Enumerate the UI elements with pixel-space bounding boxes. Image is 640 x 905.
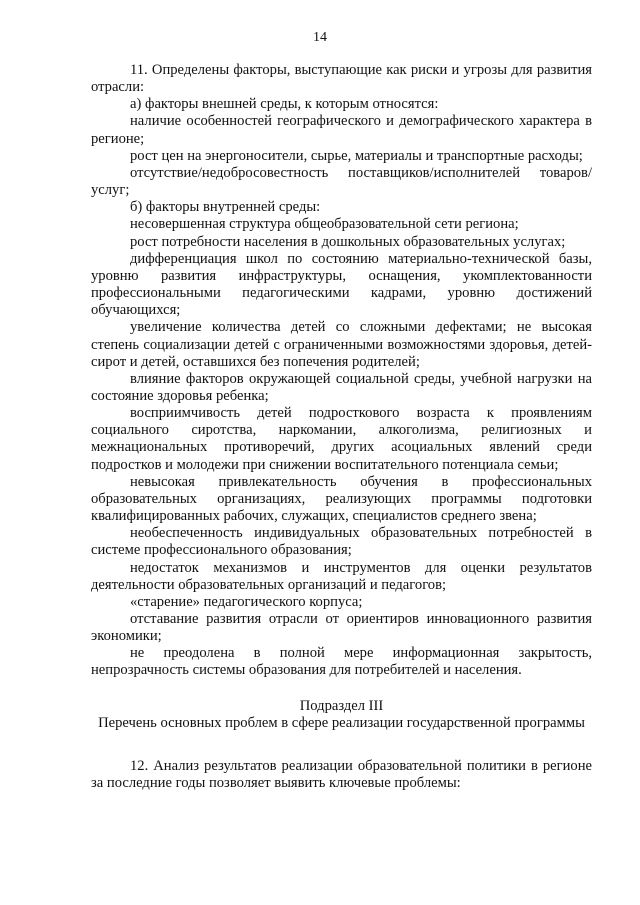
body-paragraph: увеличение количества детей со сложными дефектами; не высокая степень социализации детей с ограниченными возможностями здоровья, детей-сирот и детей, оставшихся без попечения родителей; xyxy=(91,319,592,370)
spacer xyxy=(91,680,592,698)
body-paragraph: «старение» педагогического корпуса; xyxy=(130,593,363,610)
body-paragraph: 12. Анализ результатов реализации образовательной политики в регионе за последние годы позволяет выявить ключевые проблемы: xyxy=(91,757,592,792)
body-paragraph: б) факторы внутренней среды: xyxy=(130,199,321,216)
body-paragraph: не преодолена в полной мере информационная закрытость, непрозрачность системы образования для потребителей и населения. xyxy=(91,645,592,679)
body-paragraph: невысокая привлекательность обучения в профессиональных образовательных организациях, реализующих программы подготовки квалифицированных рабочих, служащих, специалистов среднего звена; xyxy=(91,473,592,525)
body-paragraph: рост цен на энергоносители, сырье, материалы и транспортные расходы; xyxy=(130,147,583,164)
body-paragraph: отставание развития отрасли от ориентиров инновационного развития экономики; xyxy=(91,611,592,645)
page-number: 14 xyxy=(313,30,327,45)
body-paragraph: дифференциация школ по состоянию материально-технической базы, уровню развития инфраструктуры, оснащения, укомплектованности профессиональными педагогическими кадрами, уровню достижений обучающихся; xyxy=(91,250,592,319)
body-paragraph: а) факторы внешней среды, к которым относятся: xyxy=(130,96,439,113)
body-paragraph: несовершенная структура общеобразовательной сети региона; xyxy=(130,216,519,233)
body-paragraph: наличие особенностей географического и демографического характера в регионе; xyxy=(91,113,592,147)
spacer xyxy=(91,732,592,758)
body-paragraph: 11. Определены факторы, выступающие как риски и угрозы для развития отрасли: xyxy=(91,62,592,96)
paragraph-list xyxy=(91,62,592,680)
section-subtitle: Перечень основных проблем в сфере реализации государственной программы xyxy=(98,714,585,731)
body-paragraph: восприимчивость детей подросткового возраста к проявлениям социального сиротства, наркомании, алкоголизма, религиозных и межнациональных противоречий, других асоциальных явлений среди подростков и молодежи при снижении воспитательного потенциала семьи; xyxy=(91,405,592,473)
body-paragraph: недостаток механизмов и инструментов для оценки результатов деятельности образовательных организаций и педагогов; xyxy=(91,559,592,593)
document-body xyxy=(91,62,592,792)
paragraph-list xyxy=(91,758,592,792)
body-paragraph: рост потребности населения в дошкольных образовательных услугах; xyxy=(130,233,566,250)
section-title: Подраздел III xyxy=(299,697,384,714)
body-paragraph: отсутствие/недобросовестность поставщиков/исполнителей товаров/услуг; xyxy=(91,164,592,199)
body-paragraph: необеспеченность индивидуальных образовательных потребностей в системе профессионального образования; xyxy=(91,525,592,559)
body-paragraph: влияние факторов окружающей социальной среды, учебной нагрузки на состояние здоровья ребенка; xyxy=(91,370,592,404)
